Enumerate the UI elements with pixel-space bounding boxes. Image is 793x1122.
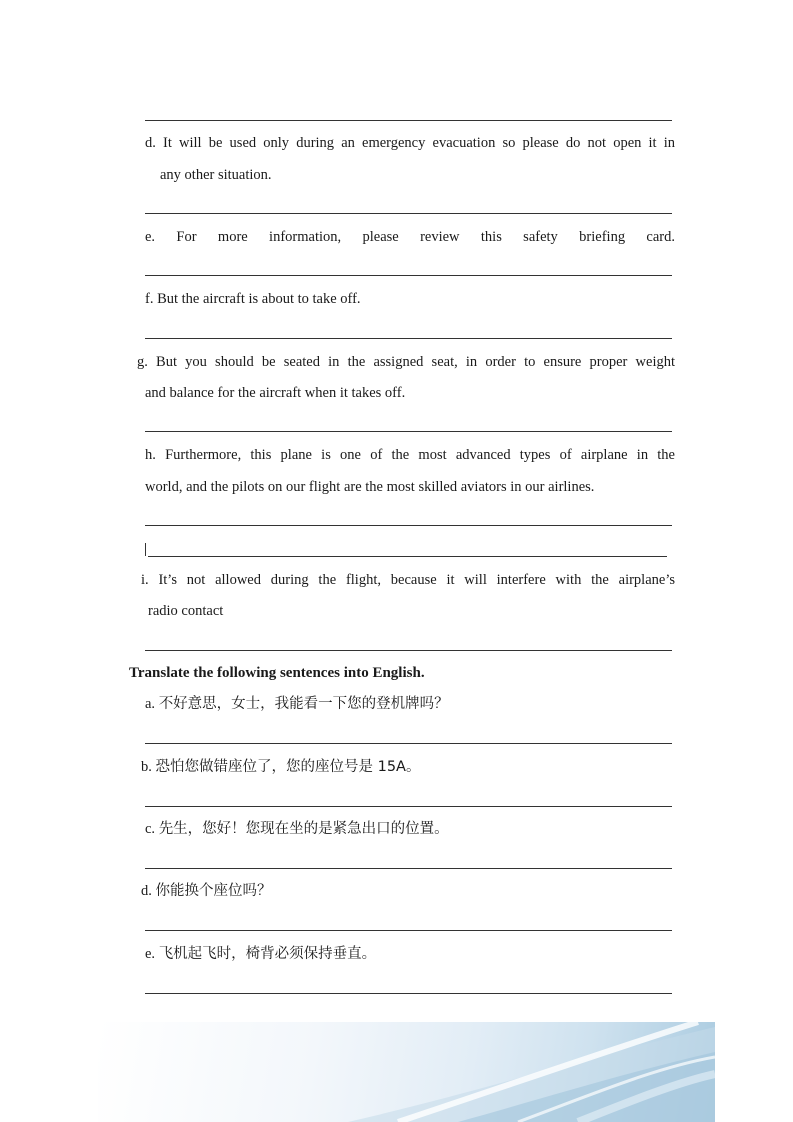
translate-item-e [145,945,376,963]
answer-line[interactable] [145,213,672,214]
text-cursor [145,543,146,556]
item-text: 先生，您好！您现在坐的是紧急出口的位置。 [158,821,449,837]
answer-line[interactable] [145,993,672,994]
answer-line[interactable] [145,743,672,744]
item-text: 恐怕您做错座位了，您的座位号是 15A。 [155,759,421,775]
item-g-line-1: g. But you should be seated in the assigned seat, in order to ensure proper weight [137,354,675,370]
answer-line[interactable] [145,650,672,651]
item-e-line-1: e. For more information, please review this safety briefing card. [145,229,675,245]
item-d-line-2: any other situation. [160,167,272,183]
item-f-line-1: f. But the aircraft is about to take off. [145,291,361,307]
item-text: 你能换个座位吗？ [155,883,272,899]
item-h-line-1: h. Furthermore, this plane is one of the most advanced types of airplane in the [145,447,675,463]
item-label: d. [141,883,152,899]
item-label: e. [145,946,156,962]
item-label: c. [145,821,156,837]
wave-decoration [98,1022,715,1122]
item-g-line-2: and balance for the aircraft when it takes off. [145,385,406,401]
translate-item-b [141,758,420,776]
item-label: a. [145,696,156,712]
answer-line[interactable] [145,806,672,807]
answer-line[interactable] [145,275,672,276]
answer-line[interactable] [148,556,667,557]
answer-line[interactable] [145,525,672,526]
answer-line[interactable] [145,431,672,432]
answer-line[interactable] [145,868,672,869]
item-i-line-1: i. It’s not allowed during the flight, because it will interfere with the airplane’s [141,572,675,588]
item-text: 飞机起飞时，椅背必须保持垂直。 [158,946,377,962]
item-d-line-1: d. It will be used only during an emergency evacuation so please do not open it in [145,135,675,151]
section-heading: Translate the following sentences into English. [129,665,425,681]
item-label: b. [141,759,152,775]
translate-item-a [145,695,449,713]
answer-line[interactable] [145,930,672,931]
answer-line[interactable] [145,338,672,339]
translate-item-c [145,820,449,838]
item-text: 不好意思，女士，我能看一下您的登机牌吗？ [158,696,449,712]
answer-line[interactable] [145,120,672,121]
item-i-line-2: radio contact [148,603,224,619]
item-h-line-2: world, and the pilots on our flight are the most skilled aviators in our airlines. [145,479,595,495]
translate-item-d [141,882,272,900]
decorative-footer-band [98,1022,715,1122]
